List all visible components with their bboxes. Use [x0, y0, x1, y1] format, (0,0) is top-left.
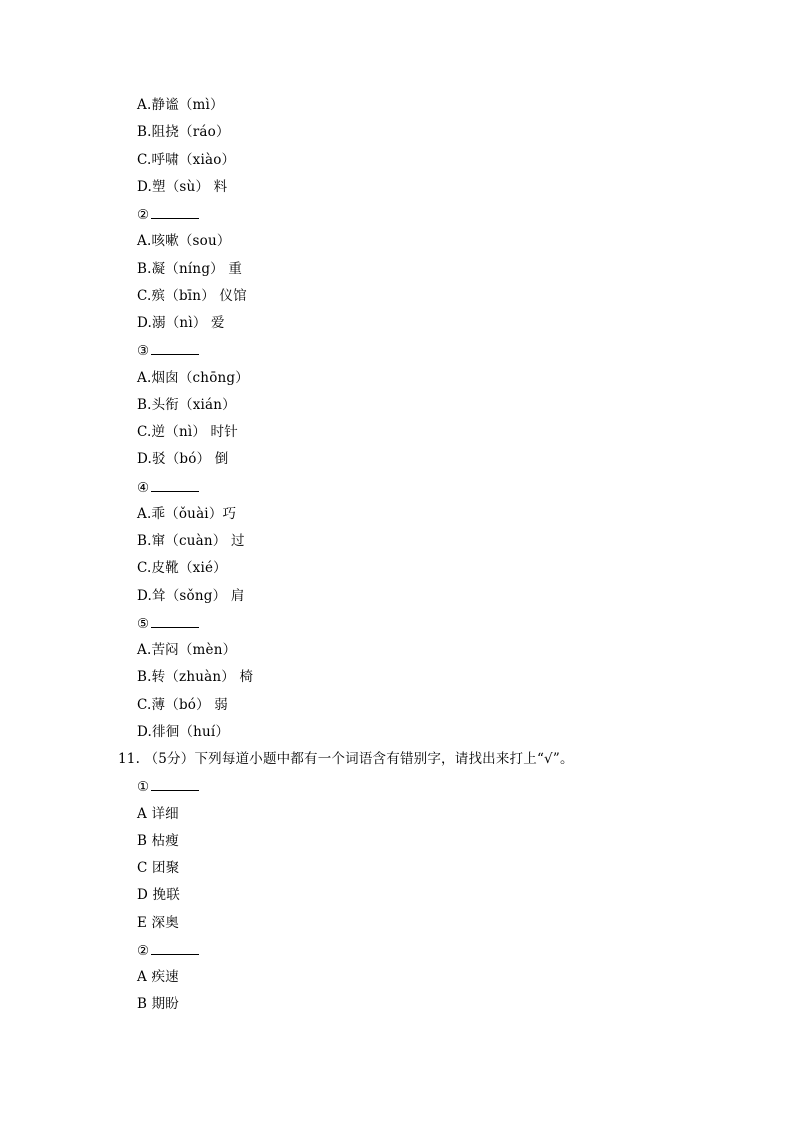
answer-option: A.烟囱（chōng） — [137, 369, 249, 386]
answer-option: A.苦闷（mèn） — [137, 642, 237, 658]
answer-option: C.逆（nì） 时针 — [137, 424, 238, 440]
sub-question-number: ② — [137, 942, 150, 959]
sub-question-label — [137, 340, 199, 360]
answer-option: B.窜（cuàn） 过 — [137, 533, 245, 549]
sub-question-label — [137, 204, 199, 224]
answer-option: C.呼啸（xiào） — [137, 151, 236, 168]
answer-option: E 深奥 — [137, 914, 179, 931]
answer-blank[interactable] — [151, 477, 199, 492]
answer-option: C.薄（bó） 弱 — [137, 696, 229, 713]
answer-blank[interactable] — [151, 204, 199, 219]
answer-option: D.溺（nì） 爱 — [137, 315, 225, 331]
answer-option: C.殡（bīn） 仪馆 — [137, 287, 247, 304]
answer-blank[interactable] — [151, 940, 199, 955]
sub-question-label — [137, 776, 199, 796]
answer-blank[interactable] — [151, 613, 199, 628]
sub-question-label — [137, 613, 199, 633]
answer-option: A 详细 — [137, 805, 179, 822]
answer-option: D.塑（sù） 料 — [137, 178, 228, 195]
sub-question-number: ③ — [137, 343, 150, 360]
answer-option: C.皮靴（xié） — [137, 560, 227, 577]
sub-question-number: ② — [137, 207, 150, 223]
answer-option: D.耸（sǒng） 肩 — [137, 587, 245, 604]
answer-option: A 疾速 — [137, 969, 179, 985]
answer-option: A.咳嗽（sou） — [137, 233, 231, 250]
answer-option: B 期盼 — [137, 996, 180, 1013]
answer-option: A.静谧（mì） — [137, 97, 224, 113]
answer-option: D 挽联 — [137, 887, 180, 904]
answer-option: D.驳（bó） 倒 — [137, 451, 229, 468]
sub-question-label — [137, 477, 199, 497]
answer-option: B.头衔（xián） — [137, 396, 236, 413]
answer-option: B 枯瘦 — [137, 832, 180, 849]
answer-option: A.乖（ǒuài）巧 — [137, 505, 237, 522]
sub-question-label — [137, 940, 199, 960]
answer-option: D.徘徊（huí） — [137, 723, 230, 740]
answer-blank[interactable] — [151, 340, 199, 355]
answer-option: B.转（zhuàn） 椅 — [137, 669, 254, 686]
sub-question-number: ⑤ — [137, 615, 150, 632]
question-stem: 11. （5分）下列每道小题中都有一个词语含有错别字，请找出来打上“√”。 — [118, 751, 574, 767]
answer-blank[interactable] — [151, 776, 199, 791]
answer-option: B.阻挠（ráo） — [137, 124, 230, 141]
sub-question-number: ④ — [137, 479, 150, 496]
answer-option: B.凝（níng） 重 — [137, 260, 243, 277]
sub-question-number: ① — [137, 779, 150, 796]
answer-option: C 团聚 — [137, 860, 180, 876]
